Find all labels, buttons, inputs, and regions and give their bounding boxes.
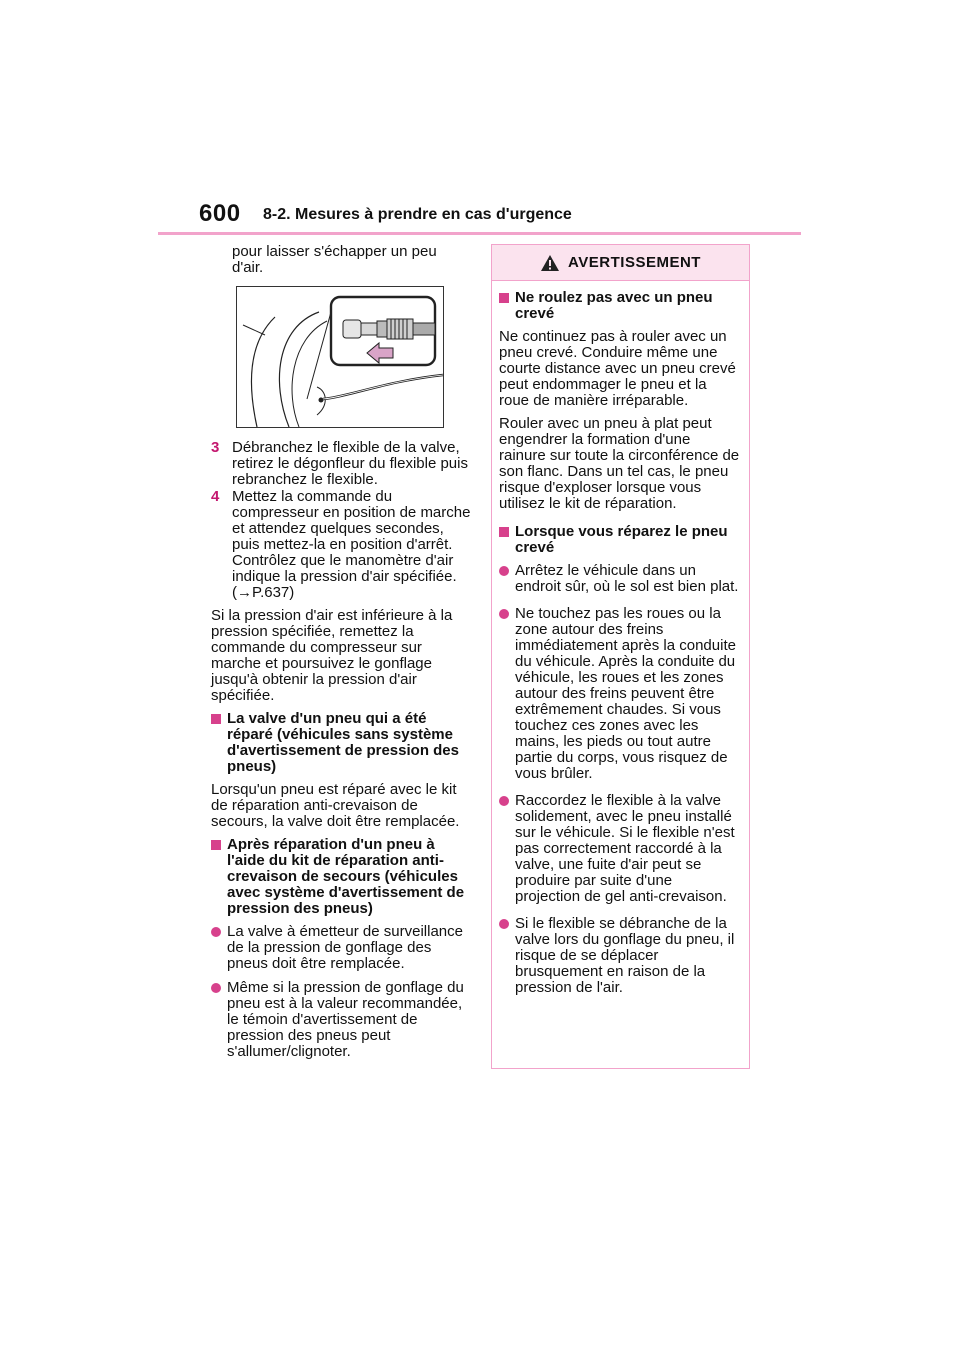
square-bullet-icon [211, 714, 221, 724]
list-item [499, 793, 740, 905]
list-item-text: Si le flexible se débranche de la valve lors du gonflage du pneu, il risque de se déplacer brusquement en raison de la pression de l'air. [515, 915, 735, 996]
list-item-text: La valve à émetteur de surveillance de la pression de gonflage des pneus doit être remplacée. [227, 923, 463, 972]
list-item [499, 606, 740, 782]
warning-triangle-icon [540, 254, 560, 272]
list-item [211, 980, 471, 1060]
section-title: 8-2. Mesures à prendre en cas d'urgence [263, 206, 572, 223]
tire-valve-drawing [237, 287, 443, 427]
warning-body [492, 281, 749, 996]
step-3 [211, 440, 471, 488]
step-number: 3 [211, 439, 220, 456]
subheading-after-repair [211, 837, 471, 917]
square-bullet-icon [211, 840, 221, 850]
subheading-text: Lorsque vous réparez le pneu crevé [515, 523, 728, 556]
warning-header [492, 245, 749, 281]
list-item-text: Ne touchez pas les roues ou la zone autour des freins immédiatement après la conduite du véhicule. Après la conduite du véhicule, les roues et les zones autour des freins peuvent être extrêmement chaudes. Si vous touchez ces zones avec les mains, les pieds ou tout autre partie du corps, vous risquez de vous brûler. [515, 605, 736, 782]
warning-subheading-flat-tire [499, 290, 740, 322]
list-item [211, 924, 471, 972]
page-number: 600 [199, 200, 241, 227]
list-item-text: Raccordez le flexible à la valve solidement, avec le pneu installé sur le véhicule. Si le flexible n'est pas correctement raccordé à la valve, une fuite d'air peut se produire par suite d'une projection de gel anti-crevaison. [515, 792, 735, 905]
list-item-text: Arrêtez le véhicule dans un endroit sûr, où le sol est bien plat. [515, 562, 739, 595]
square-bullet-icon [499, 527, 509, 537]
warning-paragraph: Ne continuez pas à rouler avec un pneu crevé. Conduire même une courte distance avec un pneu crevé peut endommager le pneu et la roue de manière irréparable. [499, 328, 736, 409]
left-column [211, 244, 471, 1068]
body-paragraph: Lorsqu'un pneu est réparé avec le kit de réparation anti-crevaison de secours, la valve doit être remplacée. [211, 781, 460, 830]
intro-text: pour laisser s'échapper un peu d'air. [232, 243, 437, 276]
warning-title: AVERTISSEMENT [568, 254, 701, 271]
subheading-valve-repaired [211, 711, 471, 775]
square-bullet-icon [499, 293, 509, 303]
round-bullet-icon [499, 566, 509, 576]
page-header [0, 0, 960, 240]
step-4 [211, 489, 471, 601]
round-bullet-icon [499, 609, 509, 619]
header-rule [158, 232, 801, 235]
round-bullet-icon [499, 796, 509, 806]
warning-subheading-repair [499, 524, 740, 556]
list-item [499, 563, 740, 595]
subheading-text: Après réparation d'un pneu à l'aide du kit de réparation anti-crevaison de secours (véhicules avec système d'avertissement de pression des pneus) [227, 836, 465, 917]
step-text: Mettez la commande du compresseur en position de marche et attendez quelques secondes, puis mettez-la en position d'arrêt. Contrôlez que le manomètre d'air indique la pression d'air spécifiée. (→P.637) [232, 488, 471, 601]
round-bullet-icon [499, 919, 509, 929]
subheading-text: Ne roulez pas avec un pneu crevé [515, 289, 713, 322]
warning-paragraph: Rouler avec un pneu à plat peut engendrer la formation d'une rainure sur toute la circonférence de son flanc. Dans un tel cas, le pneu risque d'exploser lorsque vous utilisez le kit de réparation. [499, 415, 740, 512]
round-bullet-icon [211, 927, 221, 937]
tire-valve-illustration [236, 286, 444, 428]
step-number: 4 [211, 488, 220, 505]
round-bullet-icon [211, 983, 221, 993]
list-item-text: Même si la pression de gonflage du pneu est à la valeur recommandée, le témoin d'avertissement de pression des pneus peut s'allumer/clignoter. [227, 979, 464, 1060]
subheading-text: La valve d'un pneu qui a été réparé (véhicules sans système d'avertissement de pression des pneus) [227, 710, 459, 775]
step-text: Débranchez le flexible de la valve, retirez le dégonfleur du flexible puis rebranchez le flexible. [232, 439, 468, 488]
warning-box [491, 244, 750, 1069]
list-item [499, 916, 740, 996]
body-paragraph: Si la pression d'air est inférieure à la pression spécifiée, remettez la commande du compresseur sur marche et poursuivez le gonflage jusqu'à obtenir la pression d'air spécifiée. [211, 607, 453, 704]
